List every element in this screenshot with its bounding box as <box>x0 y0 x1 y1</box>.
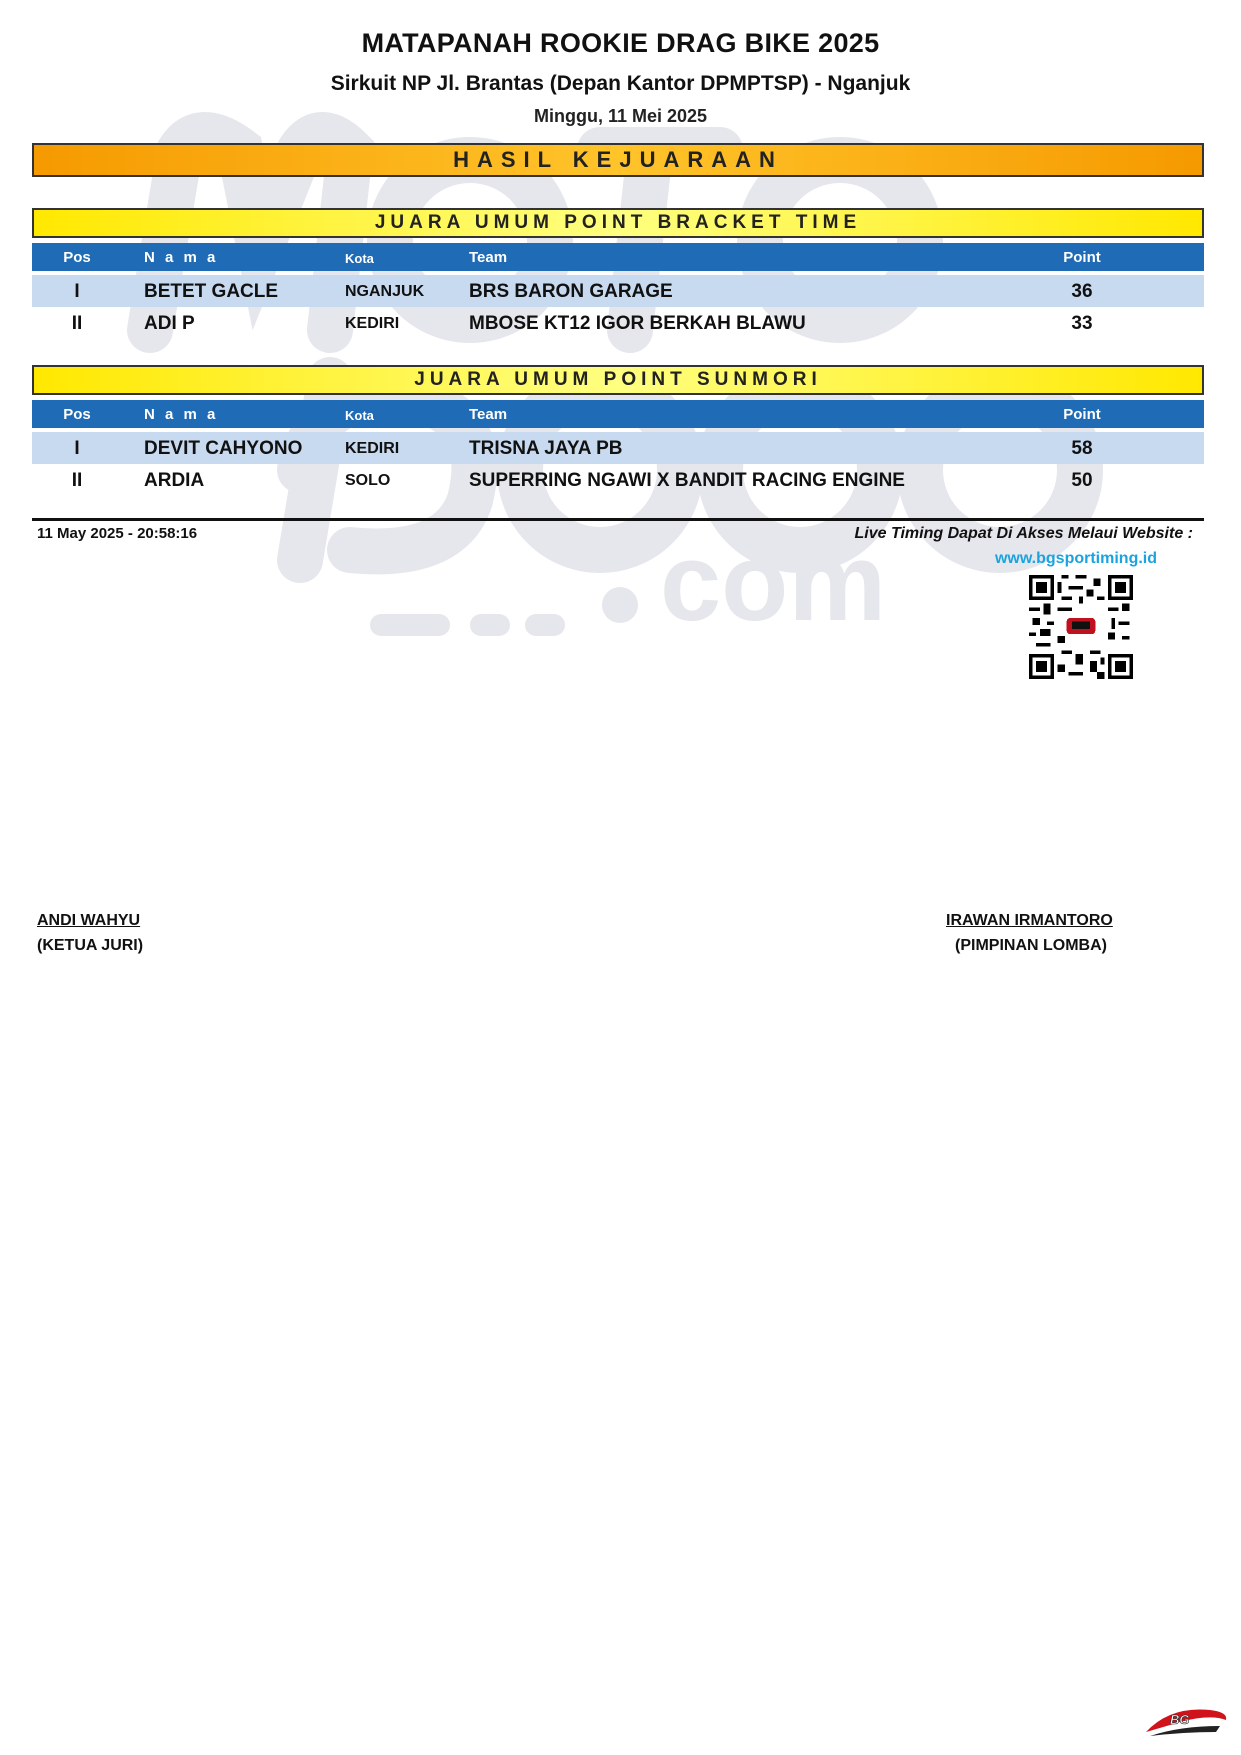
cell-point: 50 <box>1071 470 1093 491</box>
page-title: MATAPANAH ROOKIE DRAG BIKE 2025 <box>361 28 880 58</box>
col-team: Team <box>469 249 508 266</box>
cell-pos: II <box>71 313 83 334</box>
cell-nama: BETET GACLE <box>144 281 279 302</box>
cell-nama: ADI P <box>144 313 195 334</box>
col-nama: N a m a <box>144 406 219 423</box>
cell-pos: I <box>74 438 80 459</box>
signature-left-name: ANDI WAHYU <box>37 912 141 929</box>
cell-nama: DEVIT CAHYONO <box>144 438 303 459</box>
event-date: Minggu, 11 Mei 2025 <box>533 106 708 126</box>
cell-kota: SOLO <box>345 472 391 489</box>
cell-team: TRISNA JAYA PB <box>469 438 623 459</box>
cell-kota: NGANJUK <box>345 283 425 300</box>
cell-team: BRS BARON GARAGE <box>469 281 673 302</box>
section-banner: HASIL KEJUARAAN <box>32 143 1204 177</box>
table-row <box>32 464 1204 496</box>
col-pos: Pos <box>63 249 91 266</box>
col-point: Point <box>1063 249 1101 266</box>
cell-team: SUPERRING NGAWI X BANDIT RACING ENGINE <box>469 470 905 491</box>
col-kota: Kota <box>345 251 374 266</box>
table-row <box>32 432 1204 464</box>
cell-kota: KEDIRI <box>345 315 400 332</box>
col-kota: Kota <box>345 408 374 423</box>
signature-right-role: (PIMPINAN LOMBA) <box>955 937 1107 954</box>
cell-pos: I <box>74 281 80 302</box>
cell-point: 58 <box>1071 438 1093 459</box>
cell-team: MBOSE KT12 IGOR BERKAH BLAWU <box>469 313 806 334</box>
signature-right-name: IRAWAN IRMANTORO <box>946 912 1113 929</box>
footer-divider <box>32 518 1204 521</box>
col-point: Point <box>1063 406 1101 423</box>
print-timestamp: 11 May 2025 - 20:58:16 <box>37 525 198 542</box>
cell-point: 36 <box>1071 281 1093 302</box>
cell-kota: KEDIRI <box>345 440 400 457</box>
table-header <box>32 400 1204 428</box>
table-title-bracket-time: JUARA UMUM POINT BRACKET TIME <box>32 208 1204 238</box>
venue-subtitle: Sirkuit NP Jl. Brantas (Depan Kantor DPMPTSP) - Nganjuk <box>330 72 911 95</box>
bg-sportiming-logo-icon <box>1140 1702 1232 1742</box>
table-header <box>32 243 1204 271</box>
svg-text:com: com <box>660 521 887 644</box>
table-row <box>32 275 1204 307</box>
website-link[interactable]: www.bgsportiming.id <box>994 550 1157 567</box>
live-timing-note: Live Timing Dapat Di Akses Melaui Website : <box>854 525 1193 542</box>
col-team: Team <box>469 406 508 423</box>
qr-code-icon[interactable] <box>1022 575 1140 679</box>
cell-pos: II <box>71 470 83 491</box>
signature-left-role: (KETUA JURI) <box>37 937 144 954</box>
col-pos: Pos <box>63 406 91 423</box>
cell-nama: ARDIA <box>144 470 205 491</box>
table-title-sunmori: JUARA UMUM POINT SUNMORI <box>32 365 1204 395</box>
svg-text:BG: BG <box>1170 1712 1190 1727</box>
cell-point: 33 <box>1071 313 1093 334</box>
col-nama: N a m a <box>144 249 219 266</box>
table-row <box>32 307 1204 339</box>
